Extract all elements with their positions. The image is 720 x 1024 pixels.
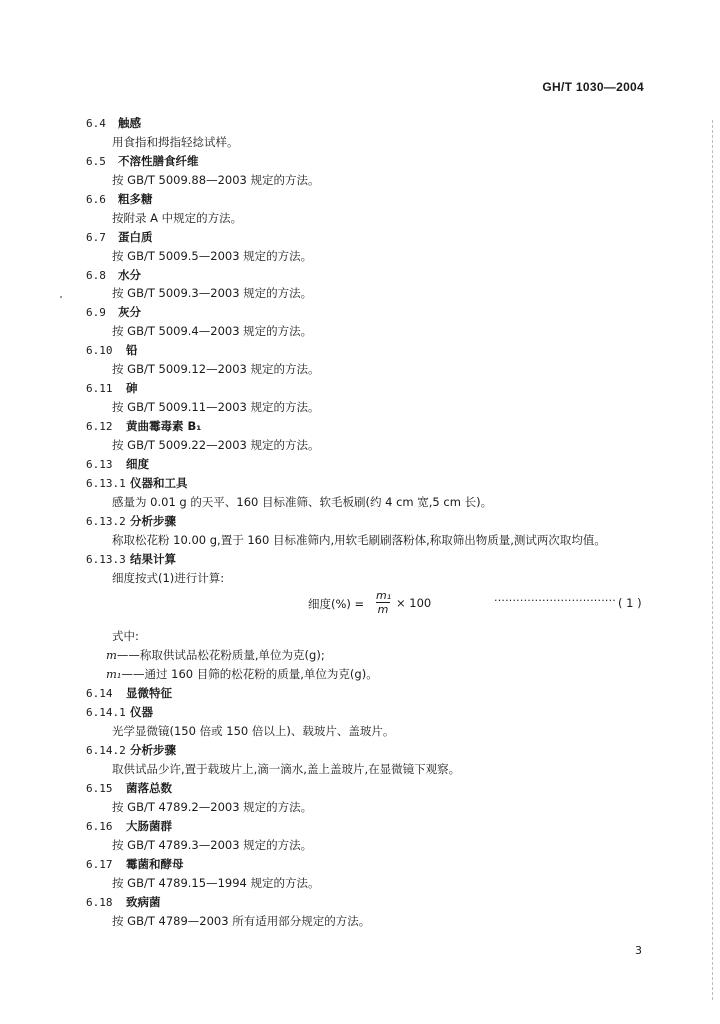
section-heading <box>86 266 666 285</box>
section-heading <box>86 152 666 171</box>
section-title: 粗多糖 <box>118 191 153 206</box>
section-title: 致病菌 <box>126 894 161 909</box>
section-number: 6.6 <box>86 192 106 206</box>
body-text: 按 GB/T 4789—2003 所有适用部分规定的方法。 <box>112 913 371 928</box>
body-text: 按 GB/T 5009.12—2003 规定的方法。 <box>112 362 320 377</box>
formula-1 <box>86 589 666 619</box>
section-number: 6.10 <box>86 344 113 358</box>
body-text: 按附录 A 中规定的方法。 <box>112 210 243 225</box>
section-heading <box>86 779 666 798</box>
section-heading <box>86 703 666 722</box>
section-title: 分析步骤 <box>130 513 176 528</box>
document-body <box>86 114 666 930</box>
section-heading <box>86 228 666 247</box>
section-title: 仪器和工具 <box>130 475 188 490</box>
standard-code: GH/T 1030—2004 <box>542 80 644 94</box>
section-number: 6.18 <box>86 895 113 909</box>
formula-numerator: m₁ <box>376 589 392 603</box>
section-number: 6.7 <box>86 230 106 244</box>
body-text: 按 GB/T 4789.3—2003 规定的方法。 <box>112 837 313 852</box>
sections-block-1 <box>86 114 666 587</box>
section-title: 细度 <box>126 456 149 471</box>
section-title: 触感 <box>118 116 141 130</box>
section-number: 6.12 <box>86 420 113 433</box>
section-title: 黄曲霉毒素 B₁ <box>126 419 202 433</box>
section-number: 6.14.2 <box>86 744 126 758</box>
section-title: 不溶性膳食纤维 <box>118 153 199 168</box>
body-text: 细度按式(1)进行计算: <box>112 570 225 585</box>
section-title: 结果计算 <box>130 551 176 566</box>
section-heading <box>86 855 666 874</box>
section-number: 6.4 <box>86 117 106 130</box>
section-title: 菌落总数 <box>126 780 172 795</box>
section-heading <box>86 114 666 133</box>
section-heading <box>86 893 666 912</box>
section-number: 6.14 <box>86 687 113 701</box>
section-number: 6.13 <box>86 457 113 471</box>
section-heading <box>86 417 666 436</box>
formula-rhs: × 100 <box>396 596 432 611</box>
formula-denominator: m <box>377 603 389 617</box>
equation-number: ( 1 ) <box>618 596 642 611</box>
definition-text: ——通过 160 目筛的松花粉的质量,单位为克(g)。 <box>121 667 378 682</box>
body-text: 称取松花粉 10.00 g,置于 160 目标准筛内,用软毛刷刷落粉体,称取筛出物质量,测试两次取均值。 <box>112 532 606 547</box>
section-title: 蛋白质 <box>118 229 153 244</box>
body-text: 按 GB/T 5009.88—2003 规定的方法。 <box>112 172 320 187</box>
formula-leader: ································· <box>494 594 616 608</box>
symbol-definition <box>86 646 666 665</box>
body-text: 按 GB/T 4789.15—1994 规定的方法。 <box>112 875 320 890</box>
body-text: 用食指和拇指轻捻试样。 <box>112 134 239 149</box>
section-title: 砷 <box>126 381 138 396</box>
section-number: 6.15 <box>86 781 113 795</box>
section-number: 6.13.3 <box>86 552 126 566</box>
section-heading <box>86 741 666 760</box>
page-number: 3 <box>635 944 642 957</box>
section-heading <box>86 684 666 703</box>
section-heading <box>86 550 666 569</box>
body-text: 感量为 0.01 g 的天平、160 目标准筛、软毛板刷(约 4 cm 宽,5 cm 长)。 <box>112 494 493 509</box>
section-heading <box>86 512 666 531</box>
section-heading <box>86 341 666 360</box>
body-text: 按 GB/T 5009.3—2003 规定的方法。 <box>112 286 313 301</box>
section-title: 仪器 <box>130 705 153 720</box>
section-title: 大肠菌群 <box>126 818 172 833</box>
body-text: 光学显微镜(150 倍或 150 倍以上)、载玻片、盖玻片。 <box>112 724 395 739</box>
scan-speck <box>60 296 62 298</box>
formula-lhs: 细度(%) = <box>308 597 365 612</box>
section-title: 分析步骤 <box>130 743 176 758</box>
section-number: 6.9 <box>86 306 106 320</box>
section-heading <box>86 379 666 398</box>
section-title: 水分 <box>118 267 141 282</box>
section-number: 6.13.1 <box>86 476 126 490</box>
section-heading <box>86 455 666 474</box>
symbol-definition <box>86 665 666 684</box>
section-title: 霉菌和酵母 <box>126 856 184 871</box>
section-title: 显微特征 <box>126 686 172 701</box>
body-text: 按 GB/T 5009.5—2003 规定的方法。 <box>112 248 313 263</box>
section-number: 6.8 <box>86 268 106 282</box>
formula-fraction <box>376 589 390 616</box>
section-number: 6.13.2 <box>86 514 126 528</box>
section-heading <box>86 303 666 322</box>
section-number: 6.11 <box>86 382 113 396</box>
section-number: 6.14.1 <box>86 706 126 720</box>
scan-edge <box>712 120 714 1000</box>
section-number: 6.17 <box>86 857 113 871</box>
section-title: 铅 <box>126 343 138 358</box>
body-text: 按 GB/T 5009.4—2003 规定的方法。 <box>112 324 313 339</box>
body-text: 按 GB/T 5009.11—2003 规定的方法。 <box>112 400 320 415</box>
body-text: 取供试品少许,置于载玻片上,滴一滴水,盖上盖玻片,在显微镜下观察。 <box>112 762 461 776</box>
body-text: 按 GB/T 4789.2—2003 规定的方法。 <box>112 799 313 814</box>
section-number: 6.5 <box>86 154 106 168</box>
body-text: 式中: <box>112 629 139 644</box>
symbol: m₁ <box>106 667 122 682</box>
section-title: 灰分 <box>118 305 141 320</box>
section-heading <box>86 817 666 836</box>
sections-block-2 <box>86 627 666 930</box>
section-heading <box>86 474 666 493</box>
symbol: m <box>106 648 117 663</box>
section-number: 6.16 <box>86 819 113 833</box>
section-heading <box>86 190 666 209</box>
definition-text: ——称取供试品松花粉质量,单位为克(g); <box>116 648 325 663</box>
body-text: 按 GB/T 5009.22—2003 规定的方法。 <box>112 437 320 452</box>
